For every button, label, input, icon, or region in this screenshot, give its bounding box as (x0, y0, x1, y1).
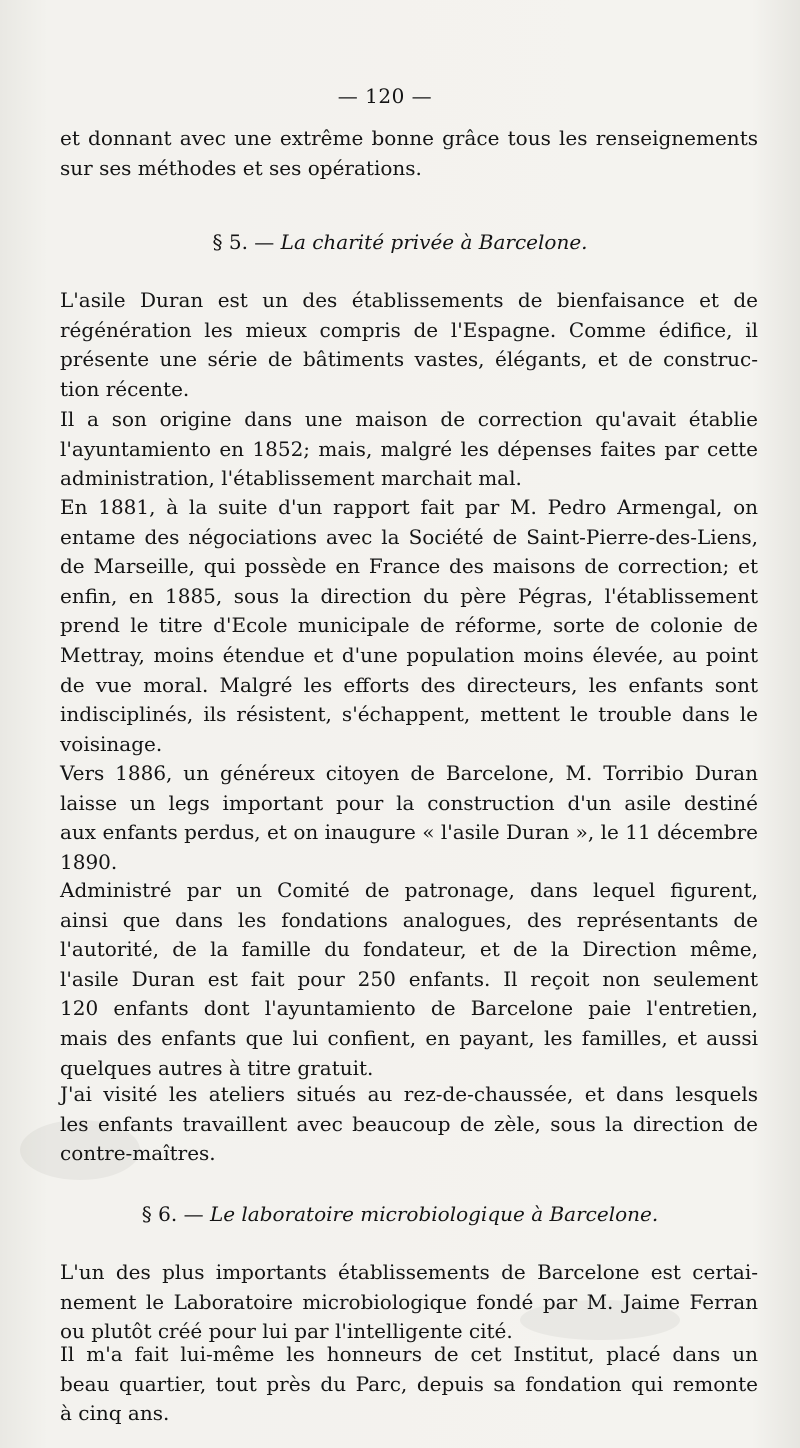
heading-dash: — (254, 230, 275, 254)
text-line: Il m'a fait lui-même les honneurs de cet Institut, placé dans un (60, 1342, 758, 1366)
text-line: l'asile Duran est fait pour 250 enfants. Il reçoit non seulement (60, 966, 758, 991)
section-5-heading (0, 230, 800, 254)
text-line: aux enfants perdus, et on inaugure « l'asile Duran », le 11 décembre (60, 820, 758, 845)
text-line: nement le Laboratoire microbiologique fondé par M. Jaime Ferran (60, 1289, 758, 1314)
text-line: ou plutôt créé pour lui par l'intelligente cité. (60, 1319, 513, 1344)
text-line: entame des négociations avec la Société de Saint-Pierre-des-Liens, (60, 524, 758, 549)
section-title: La charité privée à Barcelone. (280, 230, 588, 254)
text-line: laisse un legs important pour la construction d'un asile destiné (60, 790, 758, 815)
text-line: les enfants travaillent avec beaucoup de zèle, sous la direction de (60, 1111, 758, 1136)
text-line: J'ai visité les ateliers situés au rez-de-chaussée, et dans lesquels (60, 1082, 758, 1106)
text-line: tion récente. (60, 376, 190, 401)
text-line: de vue moral. Malgré les efforts des directeurs, les enfants sont (60, 672, 758, 697)
paragraph (60, 876, 758, 1083)
text-line: Administré par un Comité de patronage, dans lequel figurent, (60, 878, 758, 902)
text-line: enfin, en 1885, sous la direction du père Pégras, l'établissement (60, 583, 758, 608)
section-number: § 5. (212, 230, 248, 254)
paragraph (60, 286, 758, 404)
section-6-heading (0, 1202, 800, 1226)
text-line: 1890. (60, 849, 118, 874)
page-number: — 120 — (337, 84, 433, 108)
text-line: contre-maîtres. (60, 1141, 216, 1166)
text-line: administration, l'établissement marchait mal. (60, 466, 522, 491)
text-line: de Marseille, qui possède en France des maisons de correction; et (60, 554, 758, 579)
paragraph (60, 493, 758, 759)
text-line: Vers 1886, un généreux citoyen de Barcelone, M. Torribio Duran (60, 761, 758, 785)
text-line: Il a son origine dans une maison de correction qu'avait établie (60, 407, 758, 431)
text-line: En 1881, à la suite d'un rapport fait par M. Pedro Armengal, on (60, 495, 758, 519)
section-number: § 6. (141, 1202, 178, 1226)
text-line: régénération les mieux compris de l'Espagne. Comme édifice, il (60, 317, 758, 342)
section-title: Le laboratoire microbiologique à Barcelone. (209, 1202, 659, 1226)
text-line: quelques autres à titre gratuit. (60, 1055, 374, 1080)
heading-dash: — (183, 1202, 204, 1226)
text-line: à cinq ans. (60, 1401, 170, 1426)
paragraph (60, 759, 758, 877)
text-line: beau quartier, tout près du Parc, depuis sa fondation qui remonte (60, 1371, 758, 1396)
paragraph (60, 1340, 758, 1429)
intro-text (60, 124, 758, 183)
paragraph (60, 1258, 758, 1347)
text-line: indisciplinés, ils résistent, s'échappent, mettent le trouble dans le (60, 702, 758, 727)
text-line: prend le titre d'Ecole municipale de réforme, sorte de colonie de (60, 613, 758, 638)
text-line: Mettray, moins étendue et d'une population moins élevée, au point (60, 642, 758, 667)
text-line: voisinage. (60, 731, 163, 756)
text-line: présente une série de bâtiments vastes, élégants, et de construc- (60, 347, 758, 372)
paragraph (60, 405, 758, 494)
text-line: L'asile Duran est un des établissements de bienfaisance et de (60, 288, 758, 312)
text-line: ainsi que dans les fondations analogues, des représentants de (60, 907, 758, 932)
text-line: l'autorité, de la famille du fondateur, et de la Direction même, (60, 937, 758, 962)
text-line: l'ayuntamiento en 1852; mais, malgré les dépenses faites par cette (60, 436, 758, 461)
text-line: mais des enfants que lui confient, en payant, les familles, et aussi (60, 1025, 758, 1050)
text-line: 120 enfants dont l'ayuntamiento de Barcelone paie l'entretien, (60, 996, 758, 1021)
text-line: L'un des plus importants établissements de Barcelone est certai- (60, 1260, 758, 1284)
text-line: et donnant avec une extrême bonne grâce tous les renseignements (60, 126, 758, 150)
paragraph (60, 1080, 758, 1169)
text-line: sur ses méthodes et ses opérations. (60, 155, 422, 180)
